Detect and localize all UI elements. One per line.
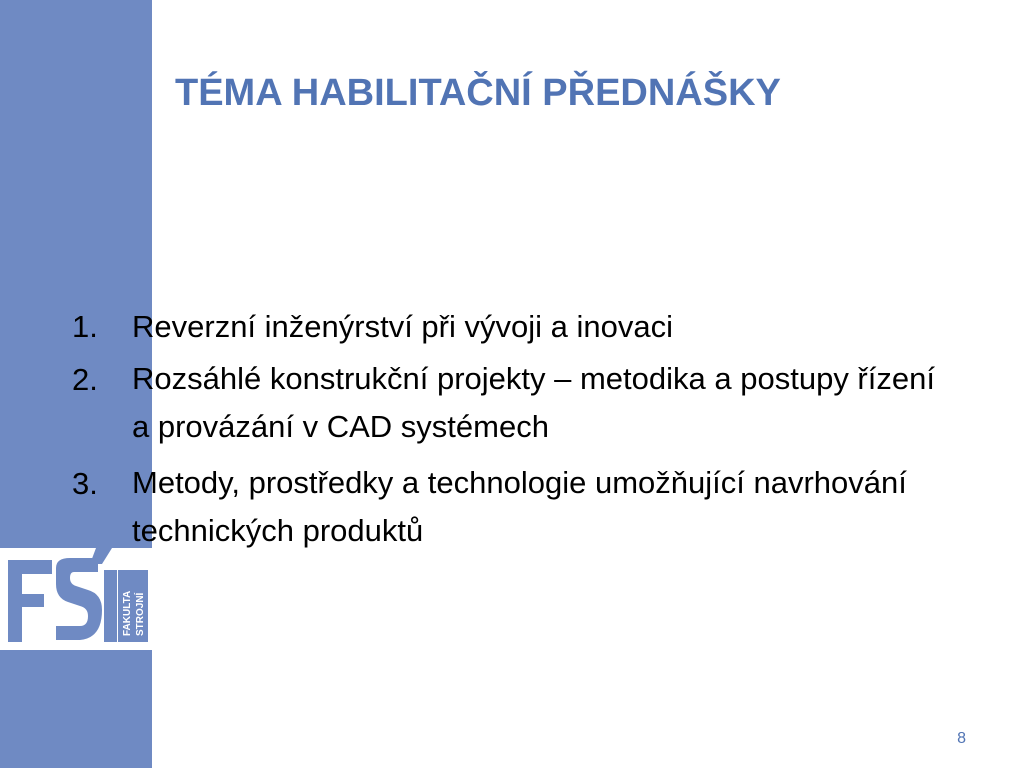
list-item-number: 2.	[72, 362, 98, 397]
logo-text-fakulta: FAKULTA	[122, 590, 133, 636]
topic-list	[72, 300, 952, 561]
list-item-number: 1.	[72, 309, 98, 344]
slide-title: TÉMA HABILITAČNÍ PŘEDNÁŠKY	[175, 72, 781, 114]
logo-text-strojni: STROJNÍ	[135, 592, 146, 636]
fsi-logo	[0, 548, 152, 650]
list-item-text: Reverzní inženýrství při vývoji a inovaci	[132, 309, 673, 344]
list-item	[72, 457, 952, 555]
list-item	[72, 353, 952, 451]
list-item-text: Rozsáhlé konstrukční projekty – metodika a postupy řízení a provázání v CAD systémech	[132, 361, 935, 444]
list-item-number: 3.	[72, 466, 98, 501]
page-number: 8	[957, 730, 966, 747]
list-item-text: Metody, prostředky a technologie umožňující navrhování technických produktů	[132, 465, 907, 548]
list-item	[72, 300, 952, 353]
